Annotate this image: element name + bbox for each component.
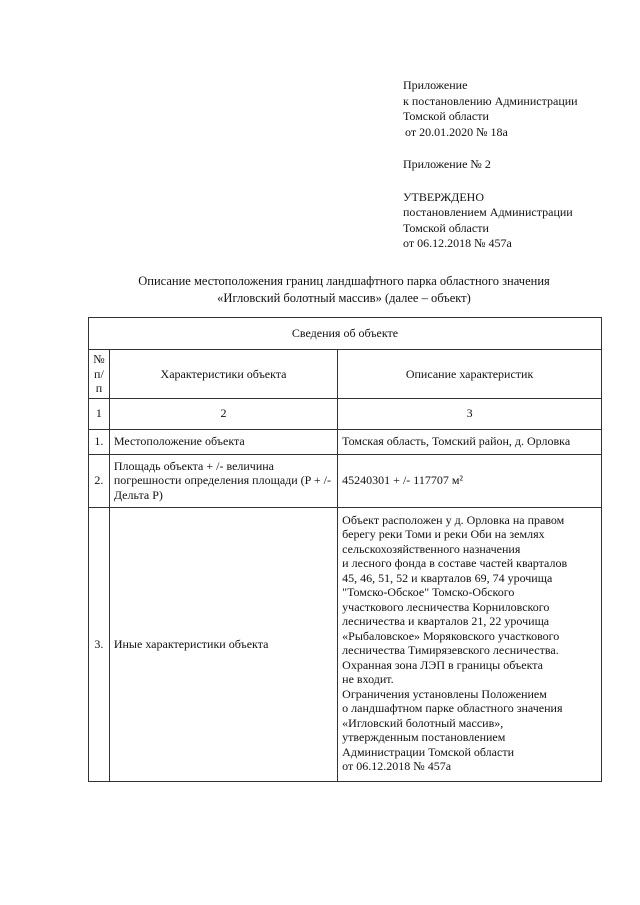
col-number: 3 [338, 398, 602, 429]
title-line-2: «Игловский болотный массив» (далее – объект) [217, 291, 471, 305]
approved-label: УТВЕРЖДЕНО [403, 189, 485, 204]
description-line: Ограничения установлены Положением [342, 686, 547, 701]
description-line: не входит. [342, 672, 394, 686]
description-line: от 06.12.2018 № 457а [342, 759, 452, 773]
col-number: 2 [109, 398, 337, 429]
description-line: "Томско-Обское" Томско-Обского [342, 585, 515, 599]
appendix-line: Приложение [403, 78, 468, 92]
description-line: утвержденным постановлением [342, 730, 506, 744]
col-header-desc: Описание характеристик [338, 350, 602, 399]
description-line: Администрации Томской области [342, 744, 514, 759]
row-description: Томская область, Томский район, д. Орловка [338, 429, 602, 454]
appendix-line: от 20.01.2020 № 18а [405, 124, 508, 139]
object-info-table [88, 317, 602, 782]
row-characteristic: Местоположение объекта [109, 429, 337, 454]
approved-line: Томской области [403, 220, 489, 235]
description-line: 45, 46, 51, 52 и кварталов 69, 74 урочища [342, 570, 553, 585]
row-characteristic: Иные характеристики объекта [109, 507, 337, 781]
appendix-line: Томской области [403, 109, 489, 123]
description-line: лесничества Тимирязевского лесничества. [342, 643, 559, 657]
col-header-char: Характеристики объекта [109, 350, 337, 399]
description-line: о ландшафтном парке областного значения [342, 701, 563, 715]
col-number: 1 [89, 398, 110, 429]
table-row [89, 454, 602, 507]
row-description: 45240301 + /- 117707 м² [338, 454, 602, 507]
description-line: лесничества и кварталов 21, 22 урочища [342, 614, 550, 628]
document-title [88, 273, 600, 307]
section-header: Сведения об объекте [89, 318, 602, 350]
description-line: участкового лесничества Корниловского [342, 599, 550, 614]
row-description [338, 507, 602, 781]
approved-line: от 06.12.2018 № 457а [403, 236, 512, 250]
description-line: «Рыбаловское» Моряковского участкового [342, 628, 560, 643]
row-num: 2. [89, 454, 110, 507]
appendix-number: Приложение № 2 [403, 157, 491, 171]
description-line: берегу реки Томи и реки Оби на землях [342, 527, 545, 541]
description-line: сельскохозяйственного назначения [342, 541, 521, 556]
description-line: Охранная зона ЛЭП в границы объекта [342, 657, 543, 672]
row-num: 1. [89, 429, 110, 454]
row-characteristic: Площадь объекта + /- величина погрешности определения площади (P + /- Дельта P) [109, 454, 337, 507]
col-header-num: № п/п [89, 350, 110, 399]
table-row [89, 507, 602, 781]
table-row [89, 429, 602, 454]
row-num: 3. [89, 507, 110, 781]
description-line: и лесного фонда в составе частей кварталов [342, 556, 568, 570]
appendix-line: к постановлению Администрации [403, 93, 578, 108]
description-line: «Игловский болотный массив», [342, 715, 504, 730]
description-line: Объект расположен у д. Орловка на правом [342, 512, 565, 527]
title-line-1: Описание местоположения границ ландшафтного парка областного значения [138, 274, 550, 288]
approved-line: постановлением Администрации [403, 205, 573, 219]
appendix-block [403, 78, 603, 252]
